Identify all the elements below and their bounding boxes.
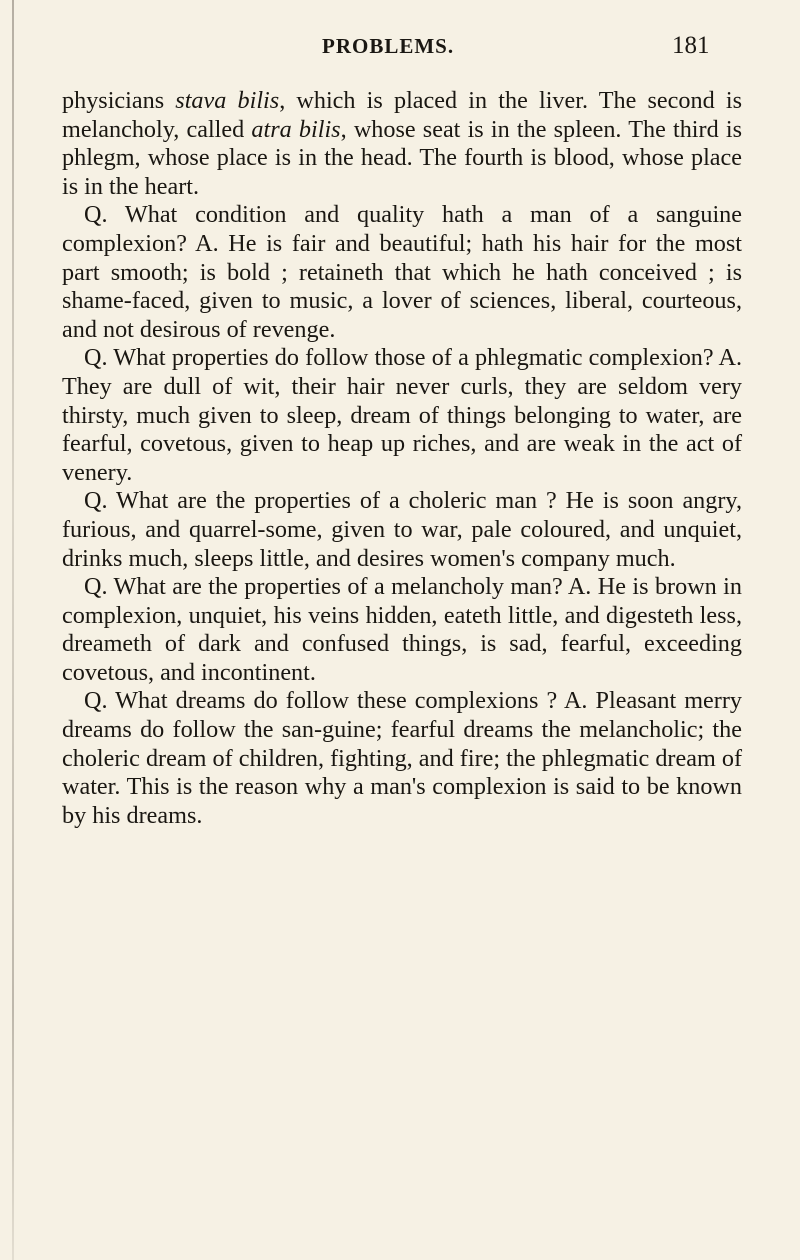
- paragraph-continuation: [62, 87, 742, 201]
- body-text: [62, 87, 742, 830]
- text-run: , which is placed in the liver. The second is melancholy, called: [62, 87, 742, 143]
- paragraph-choleric: Q. What are the properties of a choleric man ? He is soon angry, furious, and quarrel-some, given to war, pale coloured, and unquiet, drinks much, sleeps little, and desires women's company much.: [62, 487, 742, 572]
- text-run: , whose seat is in the spleen. The third is phlegm, whose place is in the head. The fourth is blood, whose place is in the heart.: [62, 115, 742, 200]
- running-head: PROBLEMS.: [322, 34, 455, 58]
- page-gutter: [12, 0, 14, 1260]
- paragraph-dreams: Q. What dreams do follow these complexions ? A. Pleasant merry dreams do follow the san-guine; fearful dreams the melancholic; the choleric dream of children, fighting, and fire; the phlegmatic dream of water. This is the reason why a man's complexion is said to be known by his dreams.: [62, 687, 742, 829]
- paragraph-melancholy: Q. What are the properties of a melancholy man? A. He is brown in complexion, unquiet, his veins hidden, eateth little, and digesteth less, dreameth of dark and confused things, is sad, fearful, exceeding covetous, and incontinent.: [62, 573, 742, 686]
- page-header: [0, 28, 800, 68]
- paragraph-sanguine: Q. What condition and quality hath a man of a sanguine complexion? A. He is fair and beautiful; hath his hair for the most part smooth; is bold ; retaineth that which he hath conceived ; is shame-faced, given to music, a lover of sciences, liberal, courteous, and not desirous of revenge.: [62, 201, 742, 343]
- text-run: physicians: [62, 87, 176, 114]
- latin-term-stava-bilis: stava bilis: [175, 87, 280, 114]
- latin-term-atra-bilis: atra bilis: [251, 115, 341, 143]
- paragraph-phlegmatic: Q. What properties do follow those of a phlegmatic complexion? A. They are dull of wit, their hair never curls, they are seldom very thirsty, much given to sleep, dream of things belonging to water, are fearful, covetous, given to heap up riches, and are weak in the act of venery.: [62, 344, 742, 486]
- page-number: 181: [672, 32, 710, 59]
